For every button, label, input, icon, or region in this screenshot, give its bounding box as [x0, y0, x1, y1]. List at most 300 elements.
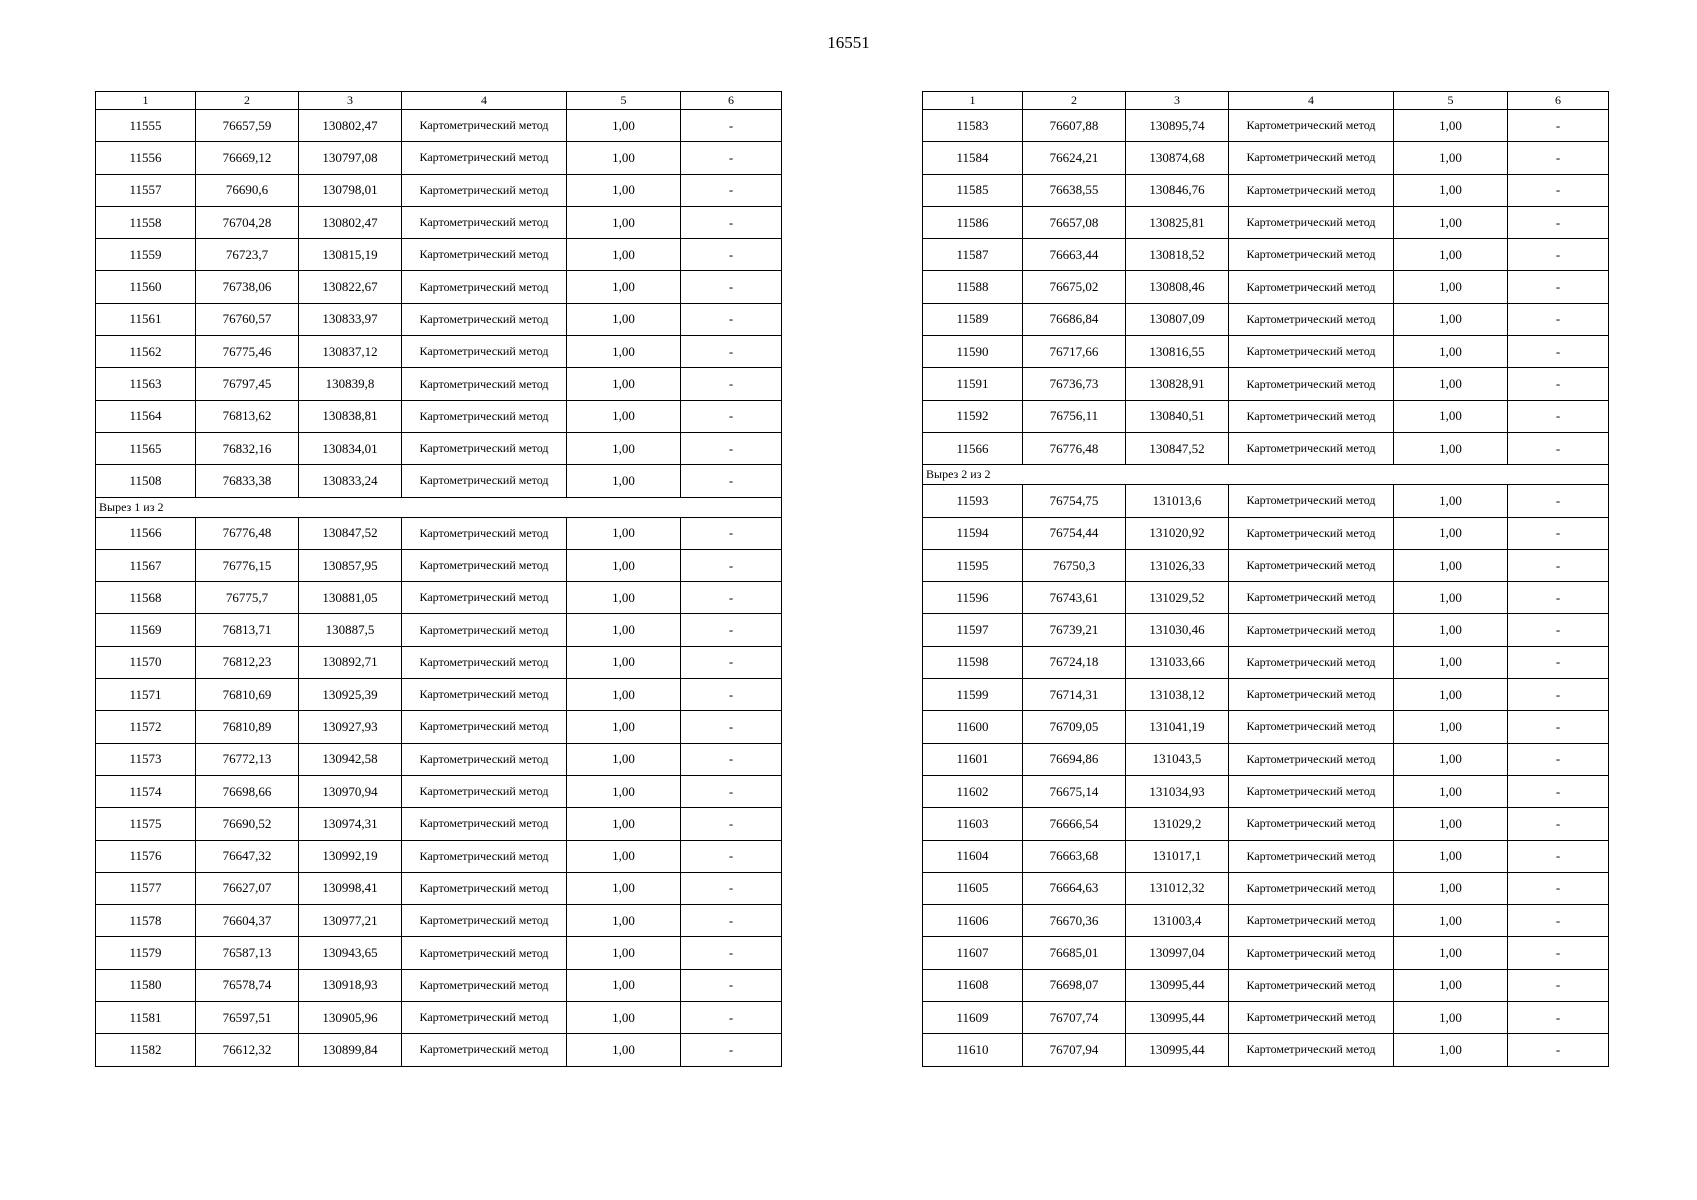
table-row	[923, 549, 1609, 581]
note-cell: -	[1508, 549, 1609, 581]
accuracy-cell: 1,00	[1394, 206, 1508, 238]
x-coordinate-cell: 76663,68	[1023, 840, 1126, 872]
y-coordinate-cell: 131038,12	[1126, 679, 1229, 711]
note-cell: -	[1508, 711, 1609, 743]
y-coordinate-cell: 130943,65	[299, 937, 402, 969]
note-cell: -	[1508, 336, 1609, 368]
table-row	[923, 271, 1609, 303]
table-row	[923, 432, 1609, 464]
x-coordinate-cell: 76832,16	[196, 432, 299, 464]
y-coordinate-cell: 131026,33	[1126, 549, 1229, 581]
y-coordinate-cell: 130816,55	[1126, 336, 1229, 368]
note-cell: -	[1508, 614, 1609, 646]
method-cell: Картометрический метод	[1229, 303, 1394, 335]
note-cell: -	[681, 271, 782, 303]
y-coordinate-cell: 130992,19	[299, 840, 402, 872]
note-cell: -	[681, 872, 782, 904]
accuracy-cell: 1,00	[567, 465, 681, 497]
x-coordinate-cell: 76675,14	[1023, 775, 1126, 807]
y-coordinate-cell: 130874,68	[1126, 142, 1229, 174]
column-header: 6	[681, 92, 782, 110]
x-coordinate-cell: 76760,57	[196, 303, 299, 335]
point-number-cell: 11608	[923, 969, 1023, 1001]
coordinates-table-left	[95, 91, 782, 1067]
table-row	[923, 336, 1609, 368]
method-cell: Картометрический метод	[1229, 840, 1394, 872]
note-cell: -	[681, 174, 782, 206]
x-coordinate-cell: 76686,84	[1023, 303, 1126, 335]
method-cell: Картометрический метод	[1229, 646, 1394, 678]
note-cell: -	[681, 905, 782, 937]
x-coordinate-cell: 76810,69	[196, 679, 299, 711]
point-number-cell: 11562	[96, 336, 196, 368]
column-header: 1	[923, 92, 1023, 110]
accuracy-cell: 1,00	[1394, 517, 1508, 549]
point-number-cell: 11593	[923, 485, 1023, 517]
table-row	[923, 485, 1609, 517]
note-cell: -	[1508, 808, 1609, 840]
note-cell: -	[1508, 271, 1609, 303]
method-cell: Картометрический метод	[1229, 1034, 1394, 1066]
method-cell: Картометрический метод	[1229, 937, 1394, 969]
y-coordinate-cell: 130833,97	[299, 303, 402, 335]
note-cell: -	[1508, 872, 1609, 904]
x-coordinate-cell: 76690,52	[196, 808, 299, 840]
y-coordinate-cell: 131041,19	[1126, 711, 1229, 743]
accuracy-cell: 1,00	[567, 582, 681, 614]
method-cell: Картометрический метод	[402, 872, 567, 904]
method-cell: Картометрический метод	[1229, 711, 1394, 743]
accuracy-cell: 1,00	[567, 711, 681, 743]
accuracy-cell: 1,00	[567, 614, 681, 646]
point-number-cell: 11579	[96, 937, 196, 969]
method-cell: Картометрический метод	[402, 646, 567, 678]
note-cell: -	[1508, 646, 1609, 678]
point-number-cell: 11585	[923, 174, 1023, 206]
accuracy-cell: 1,00	[1394, 808, 1508, 840]
point-number-cell: 11594	[923, 517, 1023, 549]
accuracy-cell: 1,00	[1394, 400, 1508, 432]
y-coordinate-cell: 130846,76	[1126, 174, 1229, 206]
table-row	[96, 206, 782, 238]
table-row	[96, 775, 782, 807]
method-cell: Картометрический метод	[1229, 239, 1394, 271]
accuracy-cell: 1,00	[1394, 110, 1508, 142]
x-coordinate-cell: 76707,94	[1023, 1034, 1126, 1066]
section-row	[96, 497, 782, 517]
note-cell: -	[1508, 743, 1609, 775]
header-row	[96, 92, 782, 110]
y-coordinate-cell: 131017,1	[1126, 840, 1229, 872]
y-coordinate-cell: 130905,96	[299, 1002, 402, 1034]
note-cell: -	[681, 517, 782, 549]
note-cell: -	[1508, 432, 1609, 464]
y-coordinate-cell: 130798,01	[299, 174, 402, 206]
point-number-cell: 11566	[96, 517, 196, 549]
method-cell: Картометрический метод	[402, 465, 567, 497]
y-coordinate-cell: 130995,44	[1126, 969, 1229, 1001]
method-cell: Картометрический метод	[402, 905, 567, 937]
note-cell: -	[1508, 969, 1609, 1001]
x-coordinate-cell: 76587,13	[196, 937, 299, 969]
table-row	[923, 937, 1609, 969]
accuracy-cell: 1,00	[567, 303, 681, 335]
method-cell: Картометрический метод	[402, 110, 567, 142]
method-cell: Картометрический метод	[1229, 872, 1394, 904]
method-cell: Картометрический метод	[1229, 368, 1394, 400]
table-row	[96, 1002, 782, 1034]
method-cell: Картометрический метод	[402, 711, 567, 743]
method-cell: Картометрический метод	[402, 432, 567, 464]
note-cell: -	[1508, 517, 1609, 549]
x-coordinate-cell: 76607,88	[1023, 110, 1126, 142]
accuracy-cell: 1,00	[567, 1034, 681, 1066]
x-coordinate-cell: 76627,07	[196, 872, 299, 904]
table-row	[96, 549, 782, 581]
point-number-cell: 11559	[96, 239, 196, 271]
table-body-left	[96, 92, 782, 1067]
point-number-cell: 11600	[923, 711, 1023, 743]
accuracy-cell: 1,00	[567, 368, 681, 400]
coordinates-table-right	[922, 91, 1609, 1067]
table-row	[923, 775, 1609, 807]
method-cell: Картометрический метод	[402, 517, 567, 549]
method-cell: Картометрический метод	[402, 368, 567, 400]
point-number-cell: 11570	[96, 646, 196, 678]
table-row	[96, 465, 782, 497]
accuracy-cell: 1,00	[567, 775, 681, 807]
table-row	[96, 432, 782, 464]
method-cell: Картометрический метод	[402, 1034, 567, 1066]
method-cell: Картометрический метод	[402, 142, 567, 174]
point-number-cell: 11589	[923, 303, 1023, 335]
point-number-cell: 11590	[923, 336, 1023, 368]
note-cell: -	[681, 646, 782, 678]
point-number-cell: 11576	[96, 840, 196, 872]
accuracy-cell: 1,00	[567, 905, 681, 937]
table-row	[96, 368, 782, 400]
accuracy-cell: 1,00	[567, 110, 681, 142]
x-coordinate-cell: 76776,15	[196, 549, 299, 581]
x-coordinate-cell: 76647,32	[196, 840, 299, 872]
note-cell: -	[1508, 905, 1609, 937]
accuracy-cell: 1,00	[1394, 679, 1508, 711]
note-cell: -	[681, 679, 782, 711]
accuracy-cell: 1,00	[1394, 549, 1508, 581]
point-number-cell: 11571	[96, 679, 196, 711]
table-row	[923, 206, 1609, 238]
column-header: 2	[196, 92, 299, 110]
point-number-cell: 11558	[96, 206, 196, 238]
table-row	[923, 368, 1609, 400]
point-number-cell: 11575	[96, 808, 196, 840]
accuracy-cell: 1,00	[567, 174, 681, 206]
x-coordinate-cell: 76810,89	[196, 711, 299, 743]
x-coordinate-cell: 76604,37	[196, 905, 299, 937]
note-cell: -	[1508, 679, 1609, 711]
x-coordinate-cell: 76736,73	[1023, 368, 1126, 400]
y-coordinate-cell: 130847,52	[299, 517, 402, 549]
note-cell: -	[681, 808, 782, 840]
accuracy-cell: 1,00	[1394, 743, 1508, 775]
section-label: Вырез 1 из 2	[96, 497, 782, 517]
accuracy-cell: 1,00	[1394, 1002, 1508, 1034]
x-coordinate-cell: 76657,59	[196, 110, 299, 142]
method-cell: Картометрический метод	[1229, 1002, 1394, 1034]
method-cell: Картометрический метод	[402, 937, 567, 969]
note-cell: -	[1508, 937, 1609, 969]
x-coordinate-cell: 76664,63	[1023, 872, 1126, 904]
point-number-cell: 11602	[923, 775, 1023, 807]
table-row	[923, 646, 1609, 678]
table-row	[96, 174, 782, 206]
y-coordinate-cell: 130895,74	[1126, 110, 1229, 142]
note-cell: -	[681, 142, 782, 174]
column-header: 2	[1023, 92, 1126, 110]
method-cell: Картометрический метод	[1229, 110, 1394, 142]
accuracy-cell: 1,00	[1394, 485, 1508, 517]
note-cell: -	[1508, 485, 1609, 517]
x-coordinate-cell: 76698,66	[196, 775, 299, 807]
accuracy-cell: 1,00	[567, 432, 681, 464]
method-cell: Картометрический метод	[1229, 808, 1394, 840]
column-header: 5	[1394, 92, 1508, 110]
method-cell: Картометрический метод	[402, 400, 567, 432]
accuracy-cell: 1,00	[1394, 1034, 1508, 1066]
method-cell: Картометрический метод	[1229, 174, 1394, 206]
method-cell: Картометрический метод	[1229, 549, 1394, 581]
x-coordinate-cell: 76772,13	[196, 743, 299, 775]
method-cell: Картометрический метод	[402, 614, 567, 646]
y-coordinate-cell: 130807,09	[1126, 303, 1229, 335]
y-coordinate-cell: 130899,84	[299, 1034, 402, 1066]
point-number-cell: 11567	[96, 549, 196, 581]
note-cell: -	[681, 303, 782, 335]
point-number-cell: 11568	[96, 582, 196, 614]
y-coordinate-cell: 130998,41	[299, 872, 402, 904]
table-row	[96, 239, 782, 271]
x-coordinate-cell: 76714,31	[1023, 679, 1126, 711]
x-coordinate-cell: 76813,71	[196, 614, 299, 646]
x-coordinate-cell: 76738,06	[196, 271, 299, 303]
table-row	[96, 1034, 782, 1066]
x-coordinate-cell: 76690,6	[196, 174, 299, 206]
method-cell: Картометрический метод	[402, 549, 567, 581]
note-cell: -	[681, 110, 782, 142]
method-cell: Картометрический метод	[1229, 271, 1394, 303]
method-cell: Картометрический метод	[1229, 969, 1394, 1001]
point-number-cell: 11556	[96, 142, 196, 174]
note-cell: -	[681, 432, 782, 464]
note-cell: -	[1508, 303, 1609, 335]
method-cell: Картометрический метод	[1229, 517, 1394, 549]
accuracy-cell: 1,00	[567, 840, 681, 872]
y-coordinate-cell: 130970,94	[299, 775, 402, 807]
x-coordinate-cell: 76597,51	[196, 1002, 299, 1034]
point-number-cell: 11584	[923, 142, 1023, 174]
y-coordinate-cell: 130828,91	[1126, 368, 1229, 400]
method-cell: Картометрический метод	[1229, 206, 1394, 238]
point-number-cell: 11508	[96, 465, 196, 497]
table-row	[923, 517, 1609, 549]
table-row	[923, 1002, 1609, 1034]
method-cell: Картометрический метод	[402, 239, 567, 271]
x-coordinate-cell: 76675,02	[1023, 271, 1126, 303]
note-cell: -	[1508, 142, 1609, 174]
point-number-cell: 11566	[923, 432, 1023, 464]
table-row	[923, 872, 1609, 904]
y-coordinate-cell: 130857,95	[299, 549, 402, 581]
accuracy-cell: 1,00	[1394, 614, 1508, 646]
y-coordinate-cell: 130918,93	[299, 969, 402, 1001]
point-number-cell: 11563	[96, 368, 196, 400]
y-coordinate-cell: 130825,81	[1126, 206, 1229, 238]
note-cell: -	[1508, 110, 1609, 142]
method-cell: Картометрический метод	[1229, 400, 1394, 432]
table-row	[923, 840, 1609, 872]
method-cell: Картометрический метод	[1229, 142, 1394, 174]
y-coordinate-cell: 131003,4	[1126, 905, 1229, 937]
accuracy-cell: 1,00	[1394, 303, 1508, 335]
table-row	[96, 969, 782, 1001]
y-coordinate-cell: 131033,66	[1126, 646, 1229, 678]
table-row	[923, 110, 1609, 142]
y-coordinate-cell: 131030,46	[1126, 614, 1229, 646]
note-cell: -	[681, 400, 782, 432]
accuracy-cell: 1,00	[567, 517, 681, 549]
y-coordinate-cell: 130818,52	[1126, 239, 1229, 271]
y-coordinate-cell: 131012,32	[1126, 872, 1229, 904]
note-cell: -	[681, 614, 782, 646]
note-cell: -	[1508, 239, 1609, 271]
note-cell: -	[681, 711, 782, 743]
y-coordinate-cell: 130802,47	[299, 110, 402, 142]
point-number-cell: 11583	[923, 110, 1023, 142]
point-number-cell: 11574	[96, 775, 196, 807]
page-number: 16551	[827, 33, 870, 52]
x-coordinate-cell: 76723,7	[196, 239, 299, 271]
point-number-cell: 11561	[96, 303, 196, 335]
x-coordinate-cell: 76776,48	[1023, 432, 1126, 464]
accuracy-cell: 1,00	[1394, 969, 1508, 1001]
note-cell: -	[1508, 1002, 1609, 1034]
note-cell: -	[1508, 174, 1609, 206]
y-coordinate-cell: 131020,92	[1126, 517, 1229, 549]
point-number-cell: 11601	[923, 743, 1023, 775]
table-row	[96, 614, 782, 646]
y-coordinate-cell: 130995,44	[1126, 1002, 1229, 1034]
note-cell: -	[681, 206, 782, 238]
point-number-cell: 11582	[96, 1034, 196, 1066]
table-row	[923, 142, 1609, 174]
accuracy-cell: 1,00	[1394, 711, 1508, 743]
point-number-cell: 11569	[96, 614, 196, 646]
table-row	[923, 808, 1609, 840]
column-header: 1	[96, 92, 196, 110]
y-coordinate-cell: 130834,01	[299, 432, 402, 464]
section-label: Вырез 2 из 2	[923, 465, 1609, 485]
y-coordinate-cell: 130839,8	[299, 368, 402, 400]
y-coordinate-cell: 130833,24	[299, 465, 402, 497]
accuracy-cell: 1,00	[1394, 239, 1508, 271]
method-cell: Картометрический метод	[402, 808, 567, 840]
accuracy-cell: 1,00	[1394, 336, 1508, 368]
y-coordinate-cell: 131029,2	[1126, 808, 1229, 840]
accuracy-cell: 1,00	[1394, 174, 1508, 206]
note-cell: -	[1508, 840, 1609, 872]
accuracy-cell: 1,00	[1394, 432, 1508, 464]
method-cell: Картометрический метод	[402, 775, 567, 807]
x-coordinate-cell: 76624,21	[1023, 142, 1126, 174]
note-cell: -	[1508, 775, 1609, 807]
note-cell: -	[681, 239, 782, 271]
note-cell: -	[681, 582, 782, 614]
method-cell: Картометрический метод	[402, 336, 567, 368]
x-coordinate-cell: 76709,05	[1023, 711, 1126, 743]
table-row	[923, 174, 1609, 206]
accuracy-cell: 1,00	[567, 969, 681, 1001]
method-cell: Картометрический метод	[402, 743, 567, 775]
note-cell: -	[681, 336, 782, 368]
table-row	[96, 336, 782, 368]
y-coordinate-cell: 131029,52	[1126, 582, 1229, 614]
table-row	[96, 937, 782, 969]
table-row	[96, 303, 782, 335]
note-cell: -	[1508, 400, 1609, 432]
x-coordinate-cell: 76813,62	[196, 400, 299, 432]
x-coordinate-cell: 76833,38	[196, 465, 299, 497]
x-coordinate-cell: 76750,3	[1023, 549, 1126, 581]
y-coordinate-cell: 130838,81	[299, 400, 402, 432]
note-cell: -	[681, 549, 782, 581]
table-row	[96, 400, 782, 432]
point-number-cell: 11599	[923, 679, 1023, 711]
y-coordinate-cell: 130927,93	[299, 711, 402, 743]
table-row	[923, 239, 1609, 271]
point-number-cell: 11586	[923, 206, 1023, 238]
note-cell: -	[681, 743, 782, 775]
method-cell: Картометрический метод	[1229, 905, 1394, 937]
point-number-cell: 11607	[923, 937, 1023, 969]
accuracy-cell: 1,00	[567, 206, 681, 238]
x-coordinate-cell: 76776,48	[196, 517, 299, 549]
note-cell: -	[1508, 1034, 1609, 1066]
table-row	[96, 711, 782, 743]
table-row	[96, 110, 782, 142]
method-cell: Картометрический метод	[1229, 432, 1394, 464]
note-cell: -	[681, 1002, 782, 1034]
point-number-cell: 11565	[96, 432, 196, 464]
y-coordinate-cell: 130797,08	[299, 142, 402, 174]
y-coordinate-cell: 130822,67	[299, 271, 402, 303]
x-coordinate-cell: 76670,36	[1023, 905, 1126, 937]
point-number-cell: 11592	[923, 400, 1023, 432]
table-row	[96, 142, 782, 174]
x-coordinate-cell: 76657,08	[1023, 206, 1126, 238]
accuracy-cell: 1,00	[567, 549, 681, 581]
table-row	[96, 679, 782, 711]
method-cell: Картометрический метод	[1229, 679, 1394, 711]
accuracy-cell: 1,00	[1394, 582, 1508, 614]
x-coordinate-cell: 76578,74	[196, 969, 299, 1001]
point-number-cell: 11604	[923, 840, 1023, 872]
accuracy-cell: 1,00	[567, 679, 681, 711]
table-row	[96, 808, 782, 840]
method-cell: Картометрический метод	[1229, 582, 1394, 614]
method-cell: Картометрический метод	[402, 303, 567, 335]
point-number-cell: 11609	[923, 1002, 1023, 1034]
table-row	[923, 582, 1609, 614]
